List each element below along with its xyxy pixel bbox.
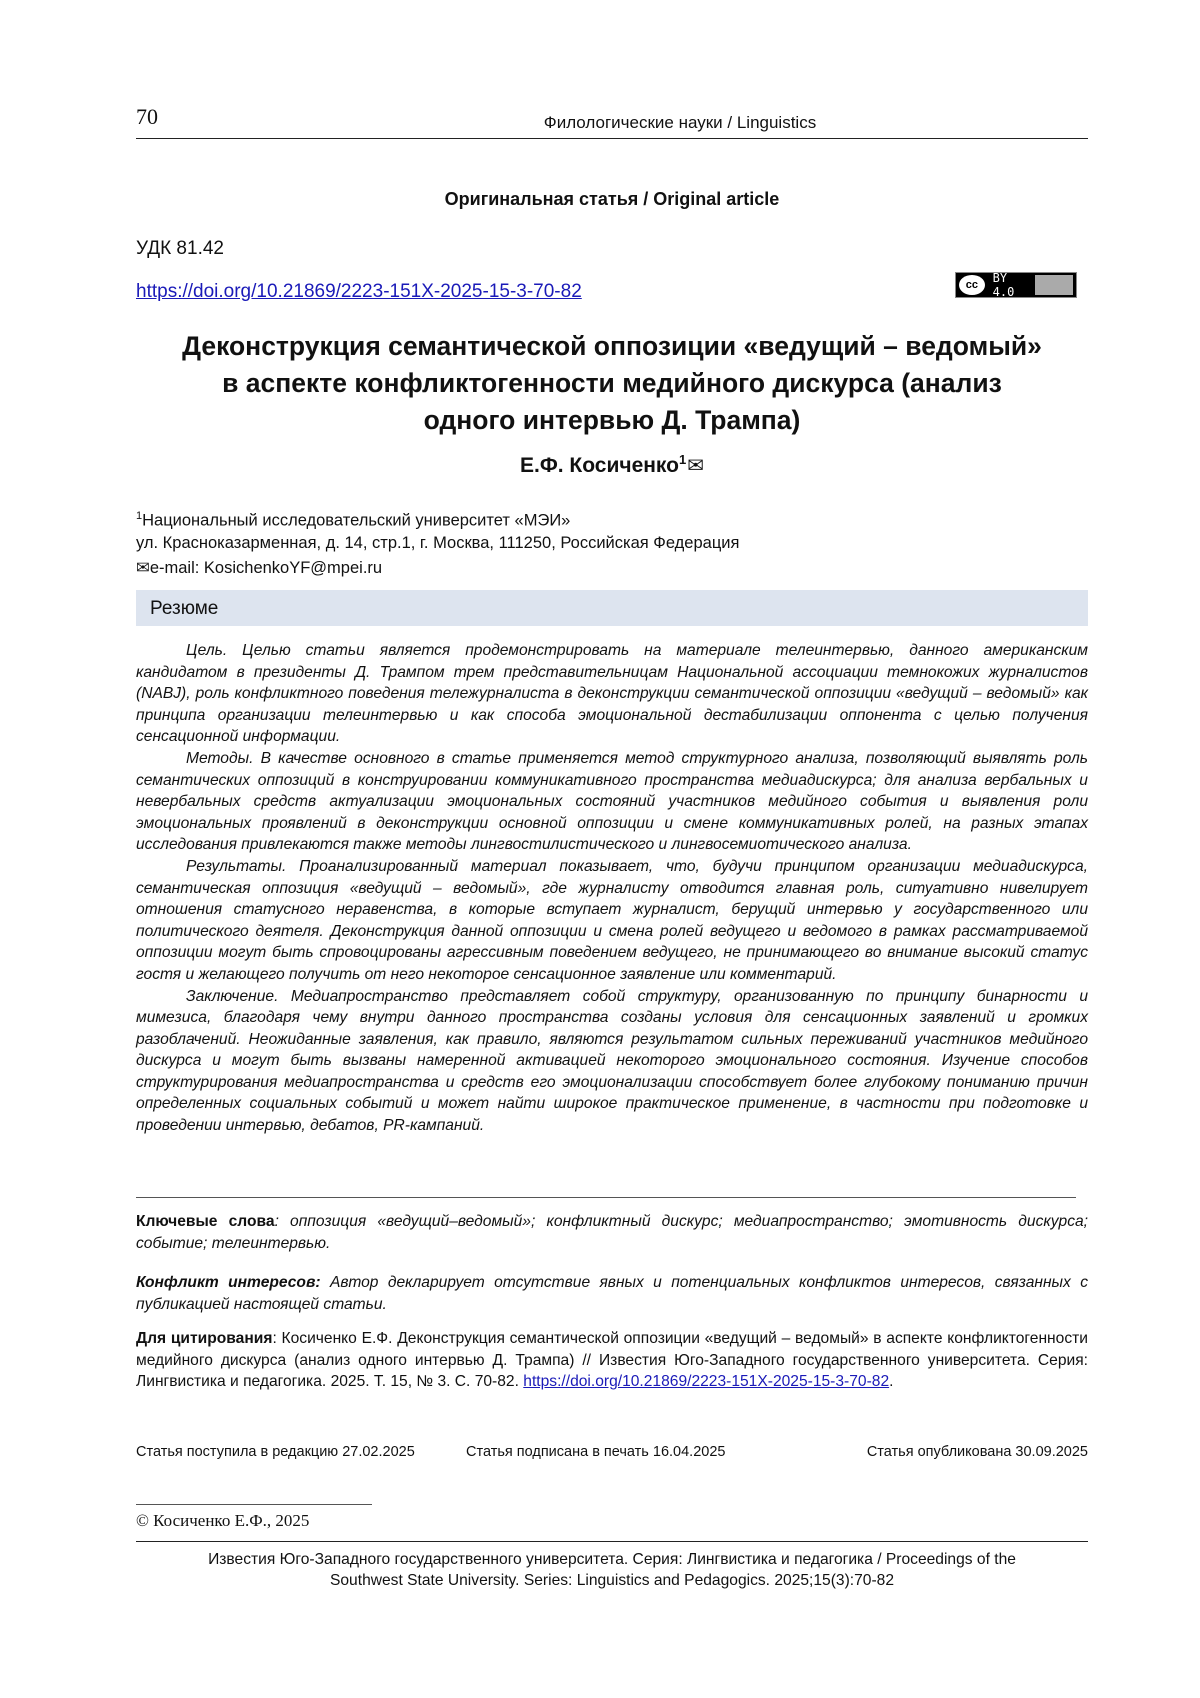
affil-sup: 1 (136, 510, 143, 522)
footer-line: Southwest State University. Series: Linguistics and Pedagogics. 2025;15(3):70-82 (329, 1572, 894, 1589)
title-line: Деконструкция семантической оппозиции «ведущий – ведомый» (182, 331, 1042, 361)
envelope-icon: ✉ (687, 455, 704, 477)
copyright: © Косиченко Е.Ф., 2025 (136, 1511, 310, 1530)
abstract-heading: Резюме (150, 598, 219, 619)
citation-label: Для цитирования (136, 1330, 273, 1347)
license-text: BY 4.0 (992, 271, 1015, 299)
footer-line: Известия Юго-Западного государственного университета. Серия: Лингвистика и педагогика / Proceedings of the (208, 1551, 1016, 1568)
abstract-paragraph: Результаты. Проанализированный материал показывает, что, будучи принципом организации медиадискурса, семантическая оппозиция «ведущий – ведомый», где журналисту отводится главная роль, ситуативно нивелирует отношения статусного неравенства, в которые вступает журналист, берущий интервью у государственного или политического деятеля. Деконструкция данной оппозиции и смена ролей ведущего и ведомого в рамках рассматриваемой оппозиции могут быть спровоцированы агрессивным поведением ведущего, не принимающего во внимание высокий статус гостя и желающего получить от него некоторое сенсационное заявление или комментарий. (136, 857, 1088, 983)
email-address[interactable]: e-mail: KosichenkoYF@mpei.ru (149, 559, 383, 577)
journal-footer (136, 1549, 1088, 1591)
citation-doi-link[interactable]: https://doi.org/10.21869/2223-151X-2025-15-3-70-82 (523, 1373, 890, 1390)
page-number: 70 (136, 104, 158, 129)
keywords-label: Ключевые слова (136, 1213, 275, 1230)
author (136, 452, 1088, 478)
affil-institution: Национальный исследовательский университет «МЭИ» (142, 511, 571, 530)
abstract-body (136, 640, 1088, 1137)
email-line (136, 558, 382, 578)
citation-text: : Косиченко Е.Ф. Деконструкция семантической оппозиции «ведущий – ведомый» в аспекте конфликтогенности медийного дискурса (анализ одного интервью Д. Трампа) // Известия Юго-Западного государственного университета. Серия: Лингвистика и педагогика. 2025. Т. 15, № 3. С. 70-82. (136, 1330, 1088, 1390)
article-title (136, 328, 1088, 439)
abstract-rule (136, 1197, 1076, 1198)
footer-rule (136, 1541, 1088, 1542)
copyright-rule (136, 1504, 372, 1505)
date-received: Статья поступила в редакцию 27.02.2025 (136, 1444, 415, 1460)
article-type: Оригинальная статья / Original article (444, 189, 780, 209)
citation (136, 1328, 1088, 1393)
title-line: в аспекте конфликтогенности медийного дискурса (анализ (222, 368, 1002, 398)
cc-icon: cc (959, 275, 985, 295)
abstract-paragraph: Цель. Целью статьи является продемонстрировать на материале телеинтервью, данного американским кандидатом в президенты Д. Трампом трем представительницам Национальной ассоциации темнокожих журналистов (NABJ), роль конфликтного поведения тележурналиста в деконструкции семантической оппозиции «ведущий – ведомый» как принципа организации телеинтервью и как способа эмоциональной дестабилизации оппонента с целью получения сенсационной информации. (136, 642, 1088, 746)
abstract-paragraph: Заключение. Медиапространство представляет собой структуру, организованную по принципу бинарности и мимезиса, благодаря чему внутри данного пространства созданы условия для сенсационных заявлений и громких разоблачений. Неожиданные заявления, как правило, являются результатом сильных переживаний участников медийного дискурса и могут быть вызваны намеренной активацией некоторого эмоционального состояния. Изучение способов структурирования медиапространства и средств его эмоционализации способствует более глубокому пониманию причин определенных социальных событий и может найти широкое практическое применение, в частности при подготовке и проведении интервью, дебатов, PR-кампаний. (136, 987, 1088, 1135)
udk-code: УДК 81.42 (136, 238, 224, 259)
conflict-text: Автор декларирует отсутствие явных и потенциальных конфликтов интересов, связанных с публикацией настоящей статьи. (136, 1274, 1088, 1313)
cc-license-badge[interactable] (955, 272, 1077, 298)
keywords (136, 1211, 1088, 1254)
citation-end: . (889, 1373, 894, 1390)
header-rule (136, 138, 1088, 139)
abstract-paragraph: Методы. В качестве основного в статье применяется метод структурного анализа, позволяющий выявлять роль семантических оппозиций в конструировании коммуникативного пространства медиадискурса; для анализа вербальных и невербальных средств актуализации эмоциональных состояний участников медийного события и выявления роли эмоциональных проявлений в деконструкции основной оппозиции и смене коммуникативных ролей, на разных этапах исследования привлекаются также методы лингвостилистического и лингвосемиотического анализа. (136, 749, 1088, 854)
affiliation (136, 505, 739, 554)
keywords-text: : оппозиция «ведущий–ведомый»; конфликтный дискурс; медиапространство; эмотивность дискурса; событие; телеинтервью. (136, 1213, 1088, 1252)
author-affil-sup: 1 (679, 452, 687, 467)
running-head: Филологические науки / Linguistics (543, 113, 817, 132)
conflict-of-interest (136, 1272, 1088, 1315)
license-badge-block (1035, 275, 1073, 295)
envelope-icon: ✉ (136, 559, 150, 577)
affil-address: ул. Красноказарменная, д. 14, стр.1, г. Москва, 111250, Российская Федерация (136, 533, 740, 552)
author-name: Е.Ф. Косиченко (519, 454, 679, 477)
abstract-heading-bar (136, 590, 1088, 626)
doi-link[interactable]: https://doi.org/10.21869/2223-151X-2025-15-3-70-82 (136, 281, 582, 302)
title-line: одного интервью Д. Трампа) (423, 405, 801, 435)
date-published: Статья опубликована 30.09.2025 (866, 1444, 1088, 1460)
conflict-label: Конфликт интересов: (136, 1274, 321, 1291)
date-accepted: Статья подписана в печать 16.04.2025 (466, 1444, 726, 1460)
